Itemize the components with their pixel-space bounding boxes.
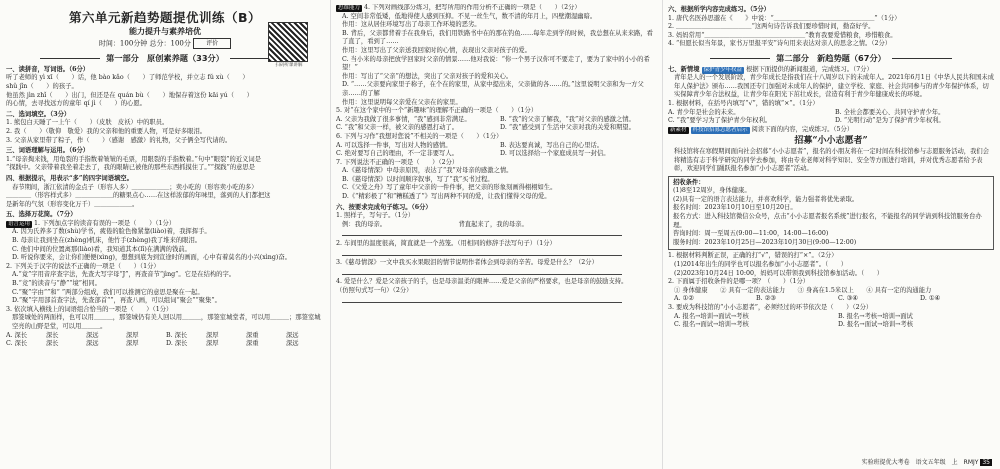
question-line: 2. 下面属于招收条件的是哪一项？（ ）（1分） [668, 278, 810, 286]
question-line: 春节期间，浙江依清的金点子（形容人多）＿＿＿＿＿＿；卖小吃的（形容卖小吃的多） [12, 183, 258, 191]
option[interactable]: A. 空间非常低矮，低地得使人感到压抑。不见一丝生气，数不清的年月上，四壁潮湿幽暗。 [342, 12, 597, 20]
option[interactable]: C. 当小米的母亲把放学回家时父亲的情景……他对我说：“你一个男子汉你可不要走了，要为了家中的小小的希望！” [342, 55, 650, 72]
option[interactable]: A. 父亲为我做了很多事情，“我”感到非常满足。 [336, 115, 471, 123]
question-text: 4. 下列对画线部分练习，把写所用的作用分析不正确的一项是（ ）（2分） [364, 4, 581, 11]
option[interactable]: B.“竞”的读音与“静”“境”相同。 [12, 280, 101, 288]
option-row [336, 150, 656, 159]
topic-tag: 新素材 [670, 126, 687, 133]
question-line: 2. ＿＿＿＿＿＿＿＿＿＿＿＿“这两句诗告诉我们要珍惜时间，勤奋好学。 [668, 23, 875, 31]
grid-cell: 深长 [46, 340, 59, 348]
option[interactable]: B.《慈母情深》以时间顺序叙事，写了“我”买书过程。 [342, 175, 494, 183]
option[interactable]: C. 绝对要写自己的理由，不一定非要写人。 [336, 150, 458, 158]
option[interactable]: D.《“精彩极了”和“糟糕透了”》写出两种不同的爱，让我们懂得父母的爱。 [342, 193, 551, 201]
option-grid [6, 332, 324, 349]
option[interactable]: D. “光明行动”是为了保护青少年权利。 [835, 117, 945, 125]
question-2: 2. 下列关于汉字的说法不正确的一项是（ ）（1分） [6, 262, 160, 270]
choice-items: ① 身体健康 ② 具有一定的表达能力 ③ 身高在1.5米以上 ④ 具有一定的沟通能力 [674, 286, 932, 294]
question-line: 1. 根据材料判断正误，正确的打“√”，错误的打“×”。（2分） [668, 252, 838, 260]
section-8 [668, 126, 994, 135]
question-line: 是新年的气氛（形容变化万千）＿＿＿＿＿＿。 [6, 200, 139, 208]
option[interactable]: A.《慈母情深》中母亲原因，表达了“我”对母亲的感激之情。 [342, 167, 513, 175]
qr-caption: 扫码听课讲解 [275, 63, 303, 68]
box-title: 招收条件： [673, 178, 705, 186]
option[interactable]: D. ①④ [920, 295, 941, 303]
page-number: 35 [982, 459, 990, 466]
news-passage: 青年是人的一个发展阶段，青少年成长是指我们在十八周岁以下的未成年人。2021年6月1日《中华人民共和国未成年人保护法》颁布……我国还专门加强对未成年人的保护，建立学校、家庭、社会共同参与的青少年保护体系，切实保障青少年合法权益，让青少年在阳光下茁壮成长，营造有利于青少年健康成长的环境。 [674, 74, 994, 99]
option[interactable]: B. 背后，父亲都背着手在我身后，我们用铁路书中在的那在钓鱼……每年走到学的时候，我总想在从来来路，看了直了，看到了…… [342, 29, 653, 46]
answer-line[interactable] [336, 268, 656, 279]
grid-cell: 深厚 [126, 331, 139, 339]
option[interactable]: A. 青少年是社会的未来。 [668, 108, 740, 116]
option[interactable]: C.“聚”字由“”和“ ”两部分组成，我们可以推测它的意思是聚在一起。 [12, 288, 204, 296]
question-6: 6. 下列与习作“我想对您说”不相关的一项是（ ）（1分） [336, 132, 503, 140]
option[interactable]: B. 表达要真诚，写出自己的心里话。 [500, 141, 604, 149]
question-line: shǔ jǐn（ ）的孩子。 [6, 82, 78, 90]
middle-column [336, 4, 656, 465]
box-line: 咨询时间：周一至周五(9:00—11:00，14:00—16:00) [673, 230, 829, 238]
question-line: ＿＿＿＿（形容样式多）＿＿＿＿＿＿的糖果点心……在这样浓郁的年味里，落到的人们都把这 [6, 192, 271, 200]
option-note: 作用：写出了“父亲”的想法，突出了父亲对孩子的爱和关心。 [342, 72, 513, 80]
box-line: (2)具有一定的语言表达能力，并喜欢科学，能力强者将优先录取。 [673, 195, 859, 203]
grid-cell: 深远 [86, 340, 99, 348]
question-line: （仿照句式写一句）（2分） [336, 287, 413, 294]
section-7 [668, 66, 994, 75]
judge-line[interactable]: (2)2023年10月24日 10:00，妈妈可以带领我到科技馆参加活动。（ ） [674, 269, 884, 277]
doc-title: 第六单元新趋势题提优训练（B） [68, 10, 262, 25]
question-line: 1. 唐代名医孙思邈在《 》中说：“＿＿＿＿＿＿＿＿＿＿＿＿＿＿＿＿”（1分） [668, 14, 901, 22]
grid-cell[interactable]: A. 深长 [6, 331, 28, 339]
score-box: 评价 [193, 38, 231, 49]
section-title: 根据下面提供的新闻报道，完成练习。（7分） [746, 65, 873, 73]
section-title: 四、根据提示，用表示“多”的四字词语填空。 [6, 174, 133, 182]
option[interactable]: A. 可以选择一件事，写出对人物的感情。 [336, 141, 452, 149]
grid-cell: 深远 [86, 331, 99, 339]
question-line: 4. 爱是什么？爱是父亲孩子的手，也是母亲温柔的眼神……爱是父亲的严格要求，也是母亲的鼓励支持。 [336, 278, 628, 286]
column-divider [330, 0, 331, 469]
option-row [668, 313, 994, 322]
box-line: (1)8至12周岁，身体健康。 [673, 187, 751, 195]
section-title: 六、按要求完成句子练习。（6分） [336, 203, 432, 211]
question-line: 3. 父亲从家里带了粽子，作（ ）（感谢 感激）的礼物，父子俩全写代请的。 [6, 136, 232, 144]
question-line: 3. 要成为科技馆的“小小志愿者”，必须经过的环节依次是（ ）（2分） [668, 304, 873, 311]
option[interactable]: D. 可以选择给一个家庭成员写一封信。 [500, 150, 610, 158]
option-row [668, 117, 994, 126]
left-column [6, 4, 324, 465]
option[interactable]: B. 报名→考核→培训→面试 [838, 312, 913, 320]
doc-subtitle: 能力提升与素养培优 [129, 25, 201, 36]
option[interactable]: C.《父爱之舟》写了童年中父亲的一件件事，把父亲的形象刻画得栩栩如生。 [342, 184, 557, 192]
section-title: 阅读下面的内容，完成练习。（5分） [751, 125, 854, 133]
option-note: 作用：这里说明每父亲爱在父亲在的家里。 [342, 98, 462, 106]
option[interactable]: A. 报名→培训→面试→考核 [674, 312, 749, 320]
judge-line[interactable]: (1)2014年出生的同学也可以报名参加“小小志愿者”。（ ） [674, 261, 848, 269]
option[interactable]: C. “我”要学习为了保护青少年权利。 [668, 117, 772, 125]
grid-cell: 深重 [246, 331, 259, 339]
question-line: 1.“母亲掏来钱，用龟裂的手指数着皱皱的毛票，用眼裂的手指数着。”句中“眼裂”的近义词是 [6, 155, 262, 163]
option[interactable]: C. 报名→面试→培训→考核 [674, 321, 749, 329]
recruit-info-box [668, 176, 994, 251]
section-title: 二、选词填空。（3分） [6, 110, 71, 118]
option[interactable]: C. “我”和父亲一样，被父亲的感恩打动了。 [336, 124, 459, 132]
answer-line[interactable] [336, 229, 656, 240]
question-line: 他虽然 jìn zhǐ（ ）出门，但还是在 quán bù（ ）地保存着这份 kāi yú（ ） [6, 91, 253, 99]
answer-line[interactable] [336, 296, 656, 307]
grid-cell: 深远 [286, 340, 299, 348]
page-footer [862, 457, 992, 466]
question-tag: 思维能力 [338, 5, 361, 11]
time-score: 时间：100分钟 总分：100分 [98, 39, 191, 48]
grid-cell: 深远 [286, 331, 299, 339]
option[interactable]: B. 全社会都要关心、共同守护青少年。 [835, 108, 945, 116]
option-row [336, 124, 656, 133]
option[interactable]: D. 报名→面试→培训→考核 [838, 321, 914, 329]
grid-cell: 深厚 [126, 340, 139, 348]
column-divider [662, 0, 663, 469]
question-line: 3.《慈母情深》一文中我买水果眼泪的情节说明作者体会到母亲的辛苦。母爱是什么？（2分） [336, 259, 598, 267]
option[interactable]: D. 听说你要来，会让你们便便(xìng)，想想到底为到宣途时的画面，心中有着莫名的小兴(xìng)奋。 [12, 254, 291, 262]
question-line: 3. 妈妈常用“＿＿＿＿＿＿＿＿＿＿＿＿＿＿＿＿”教育我要爱惜粮食，珍惜粮食。 [668, 31, 897, 39]
question-line: 听了老师的 yì xī（ ）话，他 bào kǎo（ ）了师范学校，并立志 fǔ xù（ ） [6, 74, 249, 82]
option[interactable]: D. “……父亲要向家里子称子，在个在的家里，从家中提出来，父亲做的各……的。”这里说明父亲和为一方父亲……的了解 [342, 81, 644, 97]
right-column [668, 4, 994, 465]
option[interactable]: B. 母亲让我到坐在(zhèng)机床，他竹手(zhèng)我了堆来的眼泪。 [12, 237, 202, 245]
question-5: 5. 对“在这个家中的一个“新趣味”的理解不正确的一项是（ ）（1分） [336, 107, 538, 115]
option[interactable]: A. ①② [674, 295, 694, 303]
footer-text: 实验班提优大考卷 语文五年级 上 RMJY [861, 459, 979, 466]
grid-cell: 深长 [46, 331, 59, 339]
option-row [668, 295, 994, 304]
question-line: 1. 照样子，写句子。（1分） [336, 212, 415, 220]
box-line: 报名时间：2023年10月10日至10月20日。 [673, 204, 797, 212]
question-line: “探践中。父亲带着我坐着走去了，我的眼睛已被他的那些东西抓摸住了。”“探践”的意思是 [6, 164, 256, 172]
question-line: 1. 熊包白天睡了一上午（ ）（皮肤 皮袄）中的职员。 [6, 119, 169, 127]
option[interactable]: A.“竟”字用音序查字法，先查大写字母“J”，再查音节“jìng”。它是在结构的字。 [12, 271, 236, 279]
option[interactable]: D. “我”感受到了生活中父亲对我的关爱和期望。 [500, 124, 635, 132]
question-3: 3. 依次填入横线上的词语组合恰当的一项是（ ）（1分） [6, 305, 173, 313]
option-row [336, 142, 656, 151]
section-title: 三、词语理解与运用。（6分） [6, 147, 90, 155]
section-title: 一、读拼音，写词语。（6分） [6, 65, 90, 73]
recruit-title: 招募“小小志愿者” [794, 136, 868, 147]
option[interactable]: C. ③④ [838, 295, 858, 303]
part1-heading: 第一部分 原创素养题（33分） [6, 54, 324, 63]
part2-heading: 第二部分 新趋势题（67分） [668, 54, 994, 63]
answer-line[interactable] [336, 249, 656, 260]
option[interactable]: B. ②③ [756, 295, 776, 303]
grid-cell[interactable]: D. 深长 [166, 340, 188, 348]
option[interactable]: D.“聚”字用部首查字法，先查部首“”，再查八画，可以组词“聚会”“聚集”。 [12, 297, 221, 305]
option-row [668, 321, 994, 330]
question-line: 4. “但愿长似当年景，家书万里报平安”诗句用来表达对亲人的思念之情。（2分） [668, 40, 892, 48]
topic-tag: 科技馆招募志愿者启示 [692, 126, 748, 133]
grid-cell: 深厚 [206, 331, 219, 339]
question-7: 7. 下列说法不正确的一项是（ ）（2分） [336, 158, 459, 166]
option-row [668, 109, 994, 118]
recruit-passage: 科技馆将在寒假期间面向社会招募“小小志愿者”，报名的小朋友将在一定时间在科技馆参与志愿服务活动，我们会将精选有志于科学研究的同学去参加，将由专业老师对科学知识、安全等方面进行培训，并对优秀志愿者给予表彰，欢迎同学们踊跃报名参加“小小志愿者”活动。 [674, 147, 989, 173]
question-text: 1. 下列加点字的读音有误的一项是（ ）（1分） [34, 219, 176, 227]
option-note: 作用：这里写出了父亲送我回家时的心情，表现出父亲对孩子的爱。 [342, 46, 531, 54]
option[interactable]: B. “我”的父亲了解我，“我”对父亲的感激之情。 [500, 115, 635, 123]
section-title: 五、选择万花筒。（7分） [6, 211, 77, 219]
question-line: 2. 车间里的温度很高，简直就是一个蒸笼。（用相同的修辞手法写句子）（1分） [336, 240, 556, 248]
grid-cell: 深厚 [206, 340, 219, 348]
qr-code-icon[interactable] [268, 22, 308, 62]
option[interactable]: C. 他们中间的位置离那(liào)看，我知道其本(lǐ)在满满的钱前。 [12, 245, 191, 253]
box-line: 报名方式：进入科技馆微信公众号，点击“小小志愿者报名系统”进行报名，不能报名的同学请到科技馆服务台办理。 [673, 213, 982, 229]
question-tag: 语言运用 [8, 220, 31, 227]
section-title: 六、根据所学内容完成练习。（5分） [668, 6, 770, 13]
question-line: 的心情，去寻找远方的童年 qí jì（ ）的心愿。 [6, 100, 146, 108]
question-line: 1. 根据材料，在括号内填写“√”，错的填“×”。（1分） [668, 99, 819, 107]
question-passage: 那签城处的两面样，也可以用＿＿＿，那签城仍有美人回以用＿＿＿，那签室城堂者，可以用＿＿＿；那签室城空亮的山野是堂，可以用＿＿＿。 [12, 314, 321, 330]
section-number: 七、新情境 [668, 65, 700, 73]
option-note: 作用：这从居住环境写出了母亲工作环境的恶劣。 [342, 21, 481, 29]
question-line: 2. 我（ ）（敬仰 敬爱）我的父亲和他的重要人物，可是好多眼泪。 [6, 127, 207, 135]
example-line: 例：我的母亲。 背直起来了，我的母亲。 [342, 220, 528, 228]
topic-tag: 保护青少年权益 [703, 66, 743, 73]
grid-cell: 深重 [246, 340, 259, 348]
box-line: 服务时间：2023年10月25日—2023年10月30日(9:00—12:00) [673, 238, 857, 246]
option[interactable]: A. 因为氏养多了数(shù)学书，疲倦的脸色像紧靠(liào)着，我挥挥手。 [12, 228, 211, 236]
grid-cell[interactable]: B. 深长 [166, 331, 188, 339]
question-4 [336, 4, 656, 13]
grid-cell[interactable]: C. 深长 [6, 340, 28, 348]
